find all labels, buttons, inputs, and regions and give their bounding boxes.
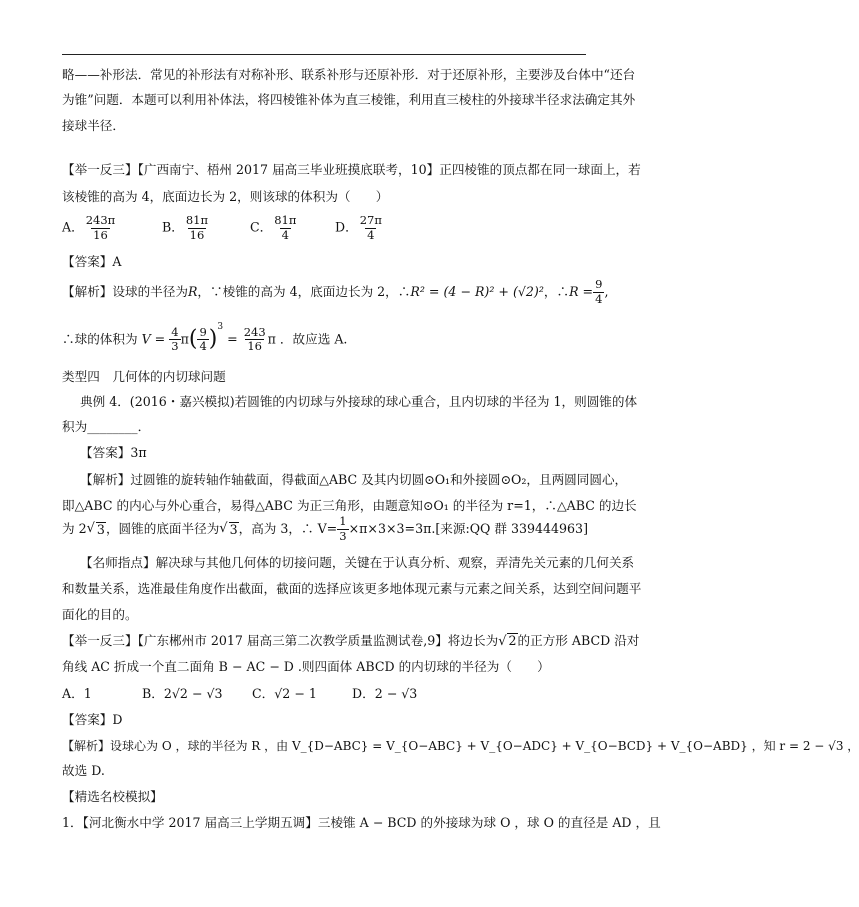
header-rule: [62, 54, 586, 55]
ex1-options: [62, 209, 592, 243]
ex2-option-c: C．√2 − 1: [252, 686, 317, 701]
ex1-question-line-2: 该棱锥的高为 4，底面边长为 2，则该球的体积为（ ）: [62, 189, 389, 204]
selected-title: 【精选名校模拟】: [62, 789, 163, 804]
ex2-options: [62, 685, 592, 705]
ex4-question-line-1: 典例 4．(2016・嘉兴模拟)若圆锥的内切球与外接球的球心重合，且内切球的半径为 1，则圆锥的体: [80, 394, 638, 409]
ex4-solution-line-2: 即△ABC 的内心与外心重合，易得△ABC 为正三角形，由题意知⊙O₁ 的半径为 r=1，∴△ABC 的边长: [62, 498, 637, 513]
ex2-answer: 【答案】D: [62, 712, 123, 727]
ex4-tip-line-3: 面化的目的。: [62, 607, 138, 622]
ex1-option-b: B． $\frac{81\pi}{16}$: [162, 213, 209, 242]
ex1-answer: 【答案】A: [62, 254, 122, 269]
ex2-question-line-1: 【举一反三】【广东郴州市 2017 届高三第二次教学质量监测试卷,9】将边长为√ 2的正方形 ABCD 沿对: [62, 633, 640, 649]
ex4-question-line-2: 积为________．: [62, 419, 151, 434]
ex1-option-a: A． $\frac{243\pi}{16}$: [62, 213, 116, 242]
ex4-tip-line-1: 【名师指点】解决球与其他几何体的切接问题，关键在于认真分析、观察，弄清先关元素的几何关系: [80, 555, 635, 570]
ex1-solution: 【解析】设球的半径为R，∵棱锥的高为 4，底面边长为 2，∴R² = (4 − R)² + (√2)²，∴R = $\frac{9}{4}$ ,: [62, 277, 609, 306]
ex4-solution-line-3: 为 2√ 3，圆锥的底面半径为√ 3，高为 3，∴ V= $\frac{1}{3}$ ×π×3×3=3π.[来源:QQ 群 339444963]: [62, 514, 588, 543]
ex2-solution-line-2: 故选 D.: [62, 763, 105, 778]
ex4-answer: 【答案】3π: [80, 445, 147, 460]
ex2-option-d: D．2 − √3: [352, 686, 418, 701]
intro-line-3: 接球半径．: [62, 118, 125, 133]
ex1-option-c: C． $\frac{81\pi}{4}$: [250, 213, 297, 242]
ex2-solution-line-1: 【解析】设球心为 O ，球的半径为 R ，由 V_{D−ABC} = V_{O−ABC} + V_{O−ADC} + V_{O−BCD} + V_{O−ABD} ，知 r = 2 − √3 ，: [62, 739, 859, 753]
selected-question-1: 1．【河北衡水中学 2017 届高三上学期五调】三棱锥 A − BCD 的外接球为球 O ，球 O 的直径是 AD ，且: [62, 815, 661, 830]
intro-line-1: 略——补形法．常见的补形法有对称补形、联系补形与还原补形．对于还原补形，主要涉及台体中“还台: [62, 67, 636, 82]
ex2-option-b: B．2√2 − √3: [142, 686, 223, 701]
ex1-question-line-1: 【举一反三】【广西南宁、梧州 2017 届高三毕业班摸底联考，10】正四棱锥的顶点都在同一球面上，若: [62, 162, 641, 177]
ex2-question-line-2: 角线 AC 折成一个直二面角 B − AC − D .则四面体 ABCD 的内切球的半径为（ ）: [62, 659, 550, 674]
ex1-option-d: D． $\frac{27\pi}{4}$: [335, 213, 382, 242]
ex4-tip-line-2: 和数量关系，选准最佳角度作出截面，截面的选择应该更多地体现元素与元素之间关系，达到空间问题平: [62, 581, 642, 596]
ex2-option-a: A．1: [62, 686, 92, 701]
intro-line-2: 为锥”问题．本题可以利用补体法，将四棱锥补体为直三棱锥，利用直三棱柱的外接球半径求法确定其外: [62, 92, 636, 107]
section-heading: 类型四 几何体的内切球问题: [62, 369, 226, 384]
ex4-solution-line-1: 【解析】过圆锥的旋转轴作轴截面，得截面△ABC 及其内切圆⊙O₁和外接圆⊙O₂，且两圆同圆心，: [80, 472, 628, 487]
ex1-volume: ∴球的体积为 V = $\frac{4}{3}$ π( $\frac{9}{4}$ )$^3$ = $\frac{243}{16}$ π ．故应选 A.: [62, 322, 348, 353]
